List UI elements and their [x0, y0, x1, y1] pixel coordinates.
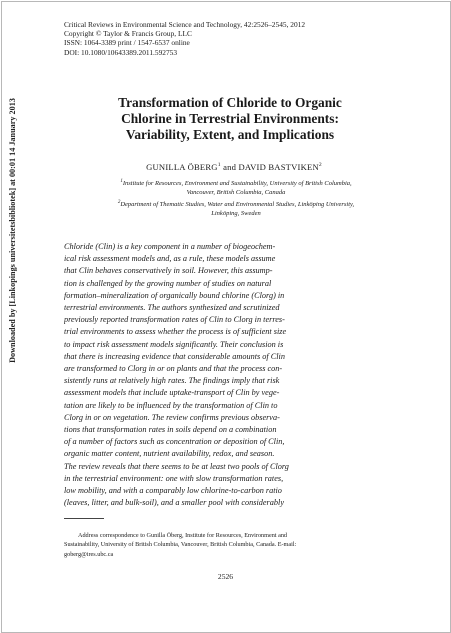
author-joiner: and	[220, 162, 239, 172]
abstract-line: in the terrestrial environment: one with slow transformation rates,	[64, 473, 284, 483]
affiliation-line	[80, 177, 392, 188]
abstract-line: tion is challenged by the growing number of studies on natural	[64, 278, 272, 288]
affiliation-marker: 2	[318, 162, 322, 169]
author-list	[64, 162, 404, 172]
abstract-line: previously reported transformation rates of Clin to Clorg in terres-	[64, 315, 285, 325]
footnote-line: goberg@ires.ubc.ca	[64, 550, 114, 558]
download-notice-text: Downloaded by [Linkopings universitetsbibliotek] at 00:01 14 January 2013	[7, 97, 17, 363]
abstract-line: The review reveals that there seems to be at least two pools of Clorg	[64, 461, 289, 471]
affiliation-marker: 2	[117, 199, 121, 205]
abstract-line: Chloride (Clin) is a key component in a number of biogeochem-	[64, 242, 276, 251]
author-name: GUNILLA ÖBERG	[146, 162, 218, 172]
footnote-line: Sustainability, University of British Columbia, Vancouver, British Columbia, Canada. E-mail:	[64, 541, 297, 549]
abstract-line: low mobility, and with a comparably low chlorine-to-carbon ratio	[64, 486, 282, 496]
title-line: Transformation of Chloride to Organic	[118, 95, 342, 110]
affiliation-marker: 1	[217, 162, 221, 169]
doi-line: DOI: 10.1080/10643389.2011.592753	[64, 47, 178, 57]
abstract-line: tation are likely to be influenced by the transformation of Clin to	[64, 400, 278, 410]
abstract-line: are transformed to Clorg in or on plants and that the process con-	[64, 364, 283, 374]
abstract-line: to impact risk assessment models significantly. Their conclusion is	[64, 339, 284, 349]
copyright-line: Copyright © Taylor & Francis Group, LLC	[64, 29, 192, 39]
abstract-line: assessment models that include uptake-transport of Clin by vege-	[64, 388, 280, 398]
abstract-line: sistently runs at relatively high rates. The findings imply that risk	[64, 376, 280, 386]
abstract-line: of a number of factors such as concentration or deposition of Clin,	[64, 437, 285, 447]
abstract-line: trial environments to assess whether the process is of sufficient size	[64, 327, 287, 337]
affiliations	[80, 177, 392, 218]
affiliation-text: Department of Thematic Studies, Water and Environmental Studies, Linköping University,	[120, 200, 355, 208]
abstract-line: that there is increasing evidence that considerable amounts of Clin	[64, 351, 285, 361]
article-title	[70, 95, 390, 143]
abstract	[64, 241, 390, 509]
affiliation-line: Linköping, Sweden	[211, 209, 261, 217]
page-number: 2526	[217, 572, 234, 581]
title-line: Variability, Extent, and Implications	[125, 127, 335, 142]
abstract-line: formation–mineralization of organically bound chlorine (Clorg) in	[64, 290, 285, 300]
journal-citation: Critical Reviews in Environmental Science and Technology, 42:2526–2545, 2012	[64, 20, 306, 29]
abstract-line: organic matter content, nutrient availability, redox, and season.	[64, 449, 275, 459]
affiliation-line	[80, 198, 392, 209]
abstract-line: Clorg in or on vegetation. The review confirms previous observa-	[64, 412, 280, 422]
title-line: Chlorine in Terrestrial Environments:	[121, 111, 339, 126]
author-name: DAVID BASTVIKEN	[238, 162, 319, 172]
affiliation-line: Vancouver, British Columbia, Canada	[186, 189, 286, 197]
affiliation-text: Institute for Resources, Environment and Sustainability, University of British Columbia,	[122, 180, 352, 188]
journal-header	[64, 20, 305, 57]
footnote-line: Address correspondence to Gunilla Öberg, Institute for Resources, Environment and	[78, 532, 288, 539]
affiliation-marker: 1	[120, 179, 123, 184]
abstract-line: terrestrial environments. The authors synthesized and scrutinized	[64, 303, 280, 313]
abstract-line: that Clin behaves conservatively in soil. However, this assump-	[64, 266, 273, 276]
issn-line: ISSN: 1064-3389 print / 1547-6537 online	[64, 38, 190, 48]
footnote-divider	[64, 518, 104, 519]
abstract-line: tions that transformation rates in soils depend on a combination	[64, 425, 277, 435]
abstract-line: (leaves, litter, and bulk-soil), and a smaller pool with considerably	[64, 498, 284, 508]
correspondence-footnote	[64, 531, 394, 559]
download-notice	[4, 18, 20, 442]
abstract-line: ical risk assessment models and, as a rule, these models assume	[64, 254, 276, 264]
